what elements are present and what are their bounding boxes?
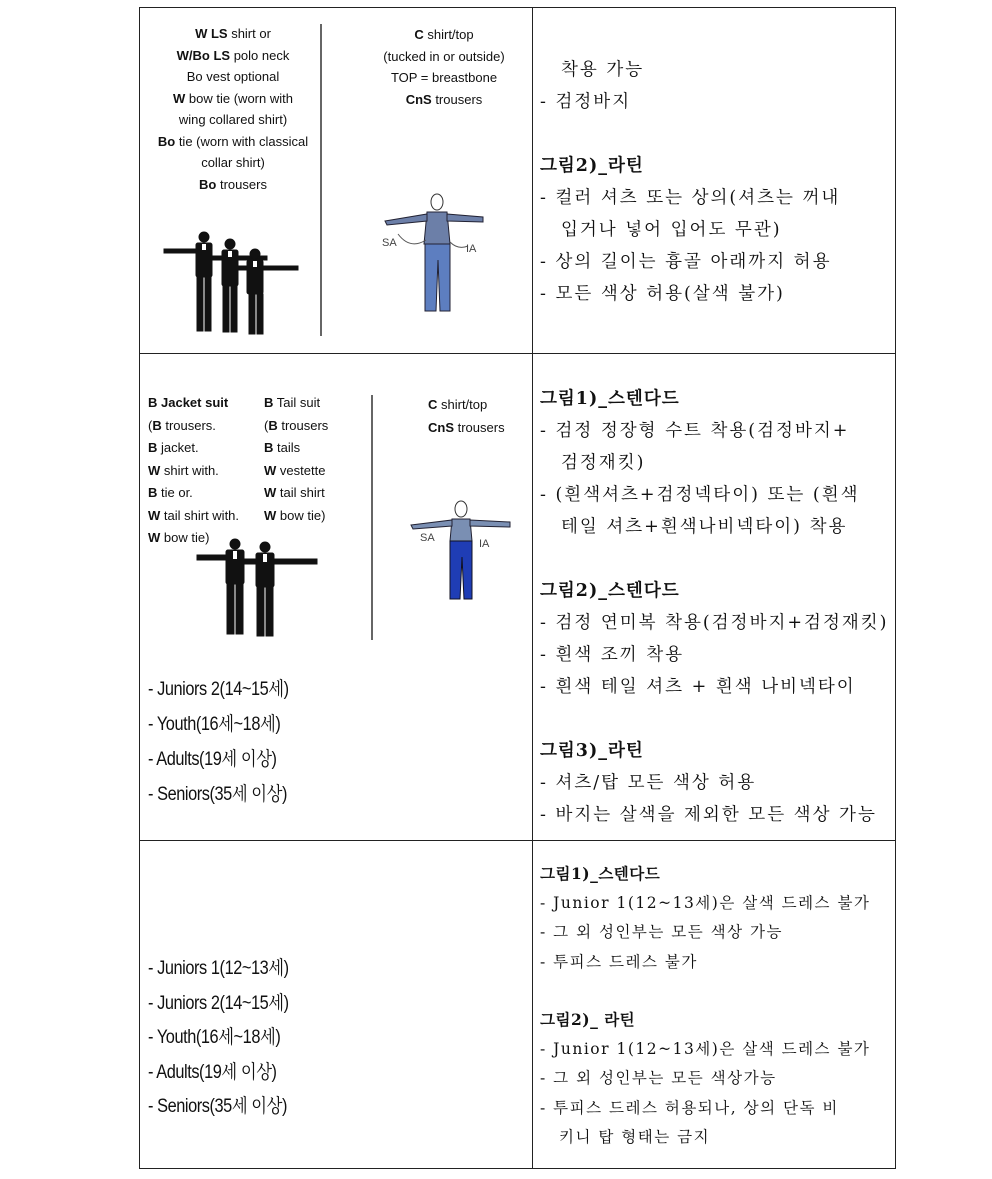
caption-line — [264, 505, 328, 528]
caption-text: polo neck — [230, 47, 290, 63]
caption-text: trousers. — [161, 417, 216, 433]
description-line: - 검정바지 — [540, 92, 632, 112]
figure-heading: 그림1)_스텐다드 — [540, 864, 661, 883]
caption-text: tails — [273, 440, 301, 455]
age-group-item: - Seniors(35세 이상) — [148, 784, 288, 805]
row2-two-men-illustration — [195, 537, 320, 637]
figure-heading: 그림1)_스텐다드 — [540, 389, 680, 409]
caption-line — [374, 46, 514, 68]
description-line: - 그 외 성인부는 모든 색상가능 — [540, 1069, 777, 1088]
description-line: 입거나 넣어 입어도 무관) — [561, 220, 782, 240]
caption-text: shirt or — [227, 26, 271, 41]
row2-jacket-suit-caption — [148, 392, 239, 550]
caption-line — [374, 24, 514, 46]
description-line: 테일 셔츠+흰색나비넥타이) 착용 — [561, 517, 848, 537]
caption-text: ( — [148, 417, 153, 433]
description-line: 키니 탑 형태는 금지 — [559, 1127, 711, 1146]
row2-figure-cell — [140, 354, 532, 840]
caption-line — [264, 392, 328, 415]
age-group-item: - Juniors 1(12~13세) — [148, 958, 289, 979]
figure-heading: 그림3)_라틴 — [540, 741, 644, 761]
caption-text: tie or. — [157, 485, 193, 500]
description-line: - 흰색 테일 셔츠 + 흰색 나비넥타이 — [540, 677, 856, 697]
caption-line — [148, 392, 239, 415]
age-group-item: - Juniors 2(14~15세) — [148, 992, 289, 1014]
caption-bold-term: W — [148, 507, 161, 523]
caption-bold-term: CnS — [428, 420, 454, 435]
row1-figure-cell — [140, 8, 532, 353]
caption-text: (tucked in or outside) — [383, 48, 505, 64]
figure-heading: 그림2)_라틴 — [540, 156, 644, 176]
row2-latin-man-illustration — [408, 501, 518, 601]
row1-description-cell — [533, 8, 895, 353]
caption-text: wing collared shirt) — [178, 112, 288, 127]
row2-sa-label: SA — [420, 532, 435, 544]
caption-text: shirt/top — [437, 397, 488, 412]
caption-line — [428, 416, 505, 439]
caption-text: shirt/top — [423, 27, 474, 42]
caption-line — [428, 393, 505, 416]
age-group-item: - Youth(16세~18세) — [148, 1027, 281, 1048]
row1-standard-caption — [145, 23, 321, 195]
caption-line — [148, 437, 239, 460]
caption-line — [374, 67, 514, 89]
description-line: - 검정 연미복 착용(검정바지+검정재킷) — [540, 613, 889, 633]
description-line: - 검정 정장형 수트 착용(검정바지+ — [540, 421, 850, 441]
age-group-item: - Seniors(35세 이상) — [148, 1096, 288, 1117]
caption-text: TOP = breastbone — [390, 70, 498, 85]
caption-line — [264, 437, 328, 460]
row2-latin-caption — [428, 393, 505, 439]
description-line: - 상의 길이는 흉골 아래까지 허용 — [540, 252, 832, 272]
caption-text: vestette — [276, 462, 326, 478]
row2-ia-label: IA — [479, 538, 490, 550]
row1-figure-separator — [320, 24, 322, 336]
caption-bold-term: W LS — [195, 26, 228, 41]
caption-bold-term: B — [268, 417, 278, 433]
caption-text: Bo vest optional — [186, 69, 280, 84]
caption-text: shirt with. — [160, 462, 219, 478]
caption-bold-term: W — [148, 530, 161, 545]
caption-text: bow tie) — [276, 507, 326, 523]
description-line: - Junior 1(12~13세)은 살색 드레스 불가 — [540, 894, 871, 913]
age-group-item: - Youth(16세~18세) — [148, 714, 281, 735]
row3-age-cell — [140, 841, 532, 1169]
caption-bold-term: CnS — [405, 91, 432, 107]
caption-text: trousers — [431, 91, 483, 107]
caption-text: ( — [264, 417, 269, 433]
caption-line — [145, 88, 321, 110]
caption-text: tail shirt — [276, 485, 325, 500]
caption-bold-term: B Jacket suit — [148, 395, 229, 410]
caption-line — [148, 505, 239, 528]
caption-bold-term: C — [428, 397, 438, 412]
caption-line — [148, 415, 239, 438]
description-line: - 투피스 드레스 허용되나, 상의 단독 비 — [540, 1098, 839, 1117]
row2-description-cell — [533, 354, 895, 840]
description-line: - 셔츠/탑 모든 색상 허용 — [540, 773, 757, 793]
caption-line — [148, 460, 239, 483]
dress-code-table — [139, 7, 896, 1169]
caption-bold-term: W — [264, 485, 277, 500]
description-line: - 투피스 드레스 불가 — [540, 952, 698, 971]
caption-line — [264, 482, 328, 505]
caption-bold-term: W — [148, 462, 161, 478]
description-line: - 바지는 살색을 제외한 모든 색상 가능 — [540, 805, 877, 825]
caption-line — [145, 131, 321, 153]
caption-bold-term: W — [264, 507, 277, 523]
caption-bold-term: B — [152, 417, 162, 433]
caption-bold-term: B — [264, 440, 274, 455]
caption-text: bow tie (worn with — [185, 90, 293, 106]
caption-bold-term: W — [264, 462, 277, 478]
description-line: - 모든 색상 허용(살색 불가) — [540, 284, 785, 304]
row1-sa-label: SA — [382, 237, 397, 249]
caption-line — [264, 460, 328, 483]
description-line: - 컬러 셔츠 또는 상의(셔츠는 꺼내 — [540, 188, 841, 208]
description-line: - 흰색 조끼 착용 — [540, 645, 685, 665]
caption-bold-term: C — [414, 27, 424, 42]
caption-text: bow tie) — [160, 530, 210, 545]
caption-line — [145, 174, 321, 196]
caption-bold-term: W — [173, 90, 186, 106]
caption-text: jacket. — [157, 440, 199, 455]
figure-heading: 그림2)_ 라틴 — [540, 1010, 636, 1029]
caption-bold-term: B — [264, 395, 274, 410]
caption-bold-term: Bo — [199, 176, 217, 192]
row1-latin-caption — [374, 24, 514, 110]
caption-text: trousers — [277, 417, 329, 433]
caption-line — [145, 45, 321, 67]
row2-tail-suit-caption — [264, 392, 328, 527]
caption-line — [145, 66, 321, 88]
caption-text: tie (worn with classical — [175, 133, 309, 149]
caption-text: collar shirt) — [201, 155, 265, 170]
caption-line — [145, 109, 321, 131]
caption-line — [145, 23, 321, 45]
caption-bold-term: Bo — [157, 133, 176, 149]
age-group-item: - Adults(19세 이상) — [148, 1061, 277, 1083]
age-group-item: - Juniors 2(14~15세) — [148, 679, 289, 700]
row3-description-cell — [533, 841, 895, 1169]
row2-figure-separator — [371, 395, 373, 640]
description-line: - (흰색셔츠+검정넥타이) 또는 (흰색 — [540, 485, 860, 505]
description-line: 착용 가능 — [561, 60, 645, 80]
caption-line — [264, 415, 328, 438]
row1-three-men-illustration — [162, 230, 302, 334]
caption-line — [145, 152, 321, 174]
row1-ia-label: IA — [466, 243, 477, 255]
caption-text: Tail suit — [273, 395, 321, 410]
caption-bold-term: W/Bo LS — [176, 47, 231, 63]
description-line: - 그 외 성인부는 모든 색상 가능 — [540, 923, 783, 942]
caption-line — [148, 482, 239, 505]
caption-bold-term: B — [148, 485, 158, 500]
caption-text: trousers — [454, 420, 505, 435]
description-line: 검정재킷) — [561, 453, 646, 473]
caption-bold-term: B — [148, 440, 158, 455]
description-line: - Junior 1(12~13세)은 살색 드레스 불가 — [540, 1040, 871, 1059]
caption-text: tail shirt with. — [160, 507, 240, 523]
figure-heading: 그림2)_스텐다드 — [540, 581, 680, 601]
row1-latin-man-illustration — [380, 194, 492, 312]
age-group-item: - Adults(19세 이상) — [148, 749, 277, 770]
caption-text: trousers — [216, 176, 267, 192]
caption-line — [374, 89, 514, 111]
